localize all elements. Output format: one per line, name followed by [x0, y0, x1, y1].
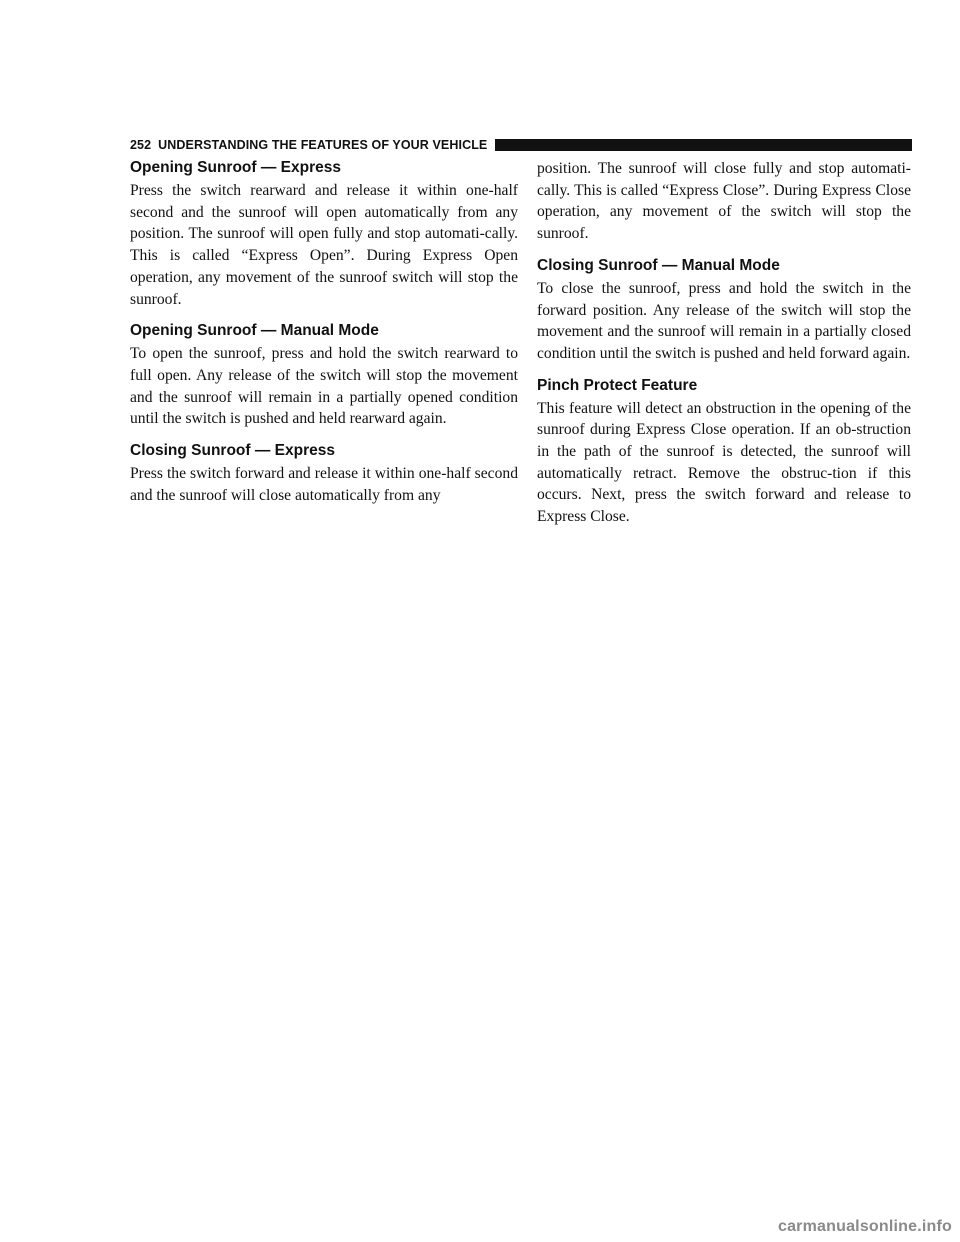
- heading-pinch-protect: Pinch Protect Feature: [537, 376, 698, 394]
- body-opening-express: Press the switch rearward and release it within one-half second and the sunroof will open automatically from any position. The sunroof will open fully and stop automati-cally. This is called “Express Open”. During Express Open operation, any movement of the sunroof switch will stop the sunroof.: [130, 182, 518, 308]
- heading-opening-manual: Opening Sunroof — Manual Mode: [130, 322, 379, 340]
- left-column: [130, 158, 518, 517]
- header-title: UNDERSTANDING THE FEATURES OF YOUR VEHICLE: [158, 138, 488, 152]
- header-rule-bar: [495, 139, 912, 151]
- body-closing-express: Press the switch forward and release it within one-half second and the sunroof will close automatically from any: [130, 465, 518, 504]
- heading-opening-express: Opening Sunroof — Express: [130, 159, 341, 176]
- right-column: [537, 158, 911, 539]
- body-opening-manual: To open the sunroof, press and hold the switch rearward to full open. Any release of the switch will stop the movement and the sunroof will remain in a partially opened condition until the switch is pushed and held rearward again.: [130, 345, 518, 428]
- heading-closing-express: Closing Sunroof — Express: [130, 442, 335, 460]
- heading-closing-manual: Closing Sunroof — Manual Mode: [537, 256, 780, 274]
- body-closing-manual: To close the sunroof, press and hold the switch in the forward position. Any release of the switch will stop the movement and the sunroof will remain in a partially closed condition until the switch is pushed and held forward again.: [537, 279, 911, 362]
- body-pinch-protect: This feature will detect an obstruction in the opening of the sunroof during Express Close operation. If an ob-struction in the path of the sunroof is detected, the sunroof will automatically retract. Remove the obstruc-tion if this occurs. Next, press the switch forward and release to Express Close.: [537, 399, 911, 526]
- body-closing-express-continued: position. The sunroof will close fully and stop automati-cally. This is called “Express Close”. During Express Close operation, any movement of the switch will stop the sunroof.: [537, 160, 911, 243]
- running-header: [130, 137, 912, 153]
- watermark-text: carmanualsonline.info: [777, 1218, 952, 1235]
- page-number: 252: [130, 138, 152, 152]
